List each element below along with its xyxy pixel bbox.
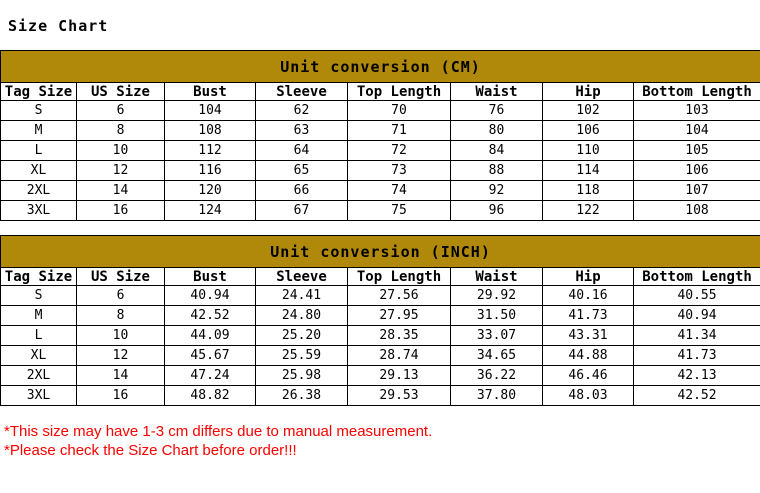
table-cell: 112 [165, 141, 256, 161]
band-row [1, 51, 760, 83]
table-cell: 12 [77, 346, 165, 366]
table-row [1, 326, 760, 346]
table-cell: 3XL [1, 201, 77, 221]
table-cell: 2XL [1, 366, 77, 386]
table-band-title-inch: Unit conversion (INCH) [1, 236, 760, 268]
column-header: Sleeve [256, 83, 348, 101]
column-header: Top Length [348, 83, 451, 101]
table-cell: 73 [348, 161, 451, 181]
table-cell: 40.94 [634, 306, 760, 326]
table-cell: 62 [256, 101, 348, 121]
table-cell: 31.50 [451, 306, 543, 326]
measurement-disclaimer-note: *This size may have 1-3 cm differs due to manual measurement. [4, 422, 760, 441]
table-body-cm [1, 101, 760, 221]
table-cell: 118 [543, 181, 634, 201]
table-cell: 24.41 [256, 286, 348, 306]
table-cell: 70 [348, 101, 451, 121]
table-cell: 46.46 [543, 366, 634, 386]
table-cell: 122 [543, 201, 634, 221]
table-cell: 33.07 [451, 326, 543, 346]
table-cell: 42.52 [634, 386, 760, 406]
table-cell: 108 [165, 121, 256, 141]
column-header: Top Length [348, 268, 451, 286]
footnotes [4, 422, 760, 460]
table-cell: 29.53 [348, 386, 451, 406]
table-cell: 29.92 [451, 286, 543, 306]
table-cell: 75 [348, 201, 451, 221]
table-cell: 96 [451, 201, 543, 221]
table-cell: 3XL [1, 386, 77, 406]
table-cell: 42.52 [165, 306, 256, 326]
table-cell: 36.22 [451, 366, 543, 386]
table-row [1, 141, 760, 161]
table-cell: 110 [543, 141, 634, 161]
page-title: Size Chart [8, 17, 760, 35]
table-cell: 8 [77, 121, 165, 141]
table-cell: 106 [543, 121, 634, 141]
column-header: Bottom Length [634, 268, 760, 286]
column-header-row [1, 83, 760, 101]
table-cell: 41.73 [543, 306, 634, 326]
column-header: US Size [77, 268, 165, 286]
table-cell: 8 [77, 306, 165, 326]
table-cell: 44.88 [543, 346, 634, 366]
table-row [1, 366, 760, 386]
table-cell: 74 [348, 181, 451, 201]
table-cell: 25.98 [256, 366, 348, 386]
table-cell: 45.67 [165, 346, 256, 366]
column-header: Bust [165, 83, 256, 101]
table-cell: 42.13 [634, 366, 760, 386]
table-cell: 48.03 [543, 386, 634, 406]
table-cell: 47.24 [165, 366, 256, 386]
table-cell: 27.56 [348, 286, 451, 306]
table-cell: 64 [256, 141, 348, 161]
table-cell: 27.95 [348, 306, 451, 326]
table-row [1, 181, 760, 201]
table-cell: S [1, 101, 77, 121]
table-cell: 124 [165, 201, 256, 221]
table-band-title-cm: Unit conversion (CM) [1, 51, 760, 83]
table-cell: XL [1, 346, 77, 366]
column-header: Waist [451, 268, 543, 286]
table-cell: 24.80 [256, 306, 348, 326]
table-cell: 25.59 [256, 346, 348, 366]
table-cell: 105 [634, 141, 760, 161]
table-cell: 103 [634, 101, 760, 121]
table-cell: 104 [165, 101, 256, 121]
table-row [1, 101, 760, 121]
column-header-row [1, 268, 760, 286]
table-cell: 12 [77, 161, 165, 181]
table-cell: M [1, 121, 77, 141]
table-row [1, 306, 760, 326]
table-cell: 6 [77, 286, 165, 306]
table-row [1, 346, 760, 366]
table-body-inch [1, 286, 760, 406]
table-cell: 67 [256, 201, 348, 221]
table-cell: 40.16 [543, 286, 634, 306]
table-cell: 40.55 [634, 286, 760, 306]
table-cell: 84 [451, 141, 543, 161]
table-cell: 34.65 [451, 346, 543, 366]
column-header: Bust [165, 268, 256, 286]
column-header: US Size [77, 83, 165, 101]
table-cell: 80 [451, 121, 543, 141]
table-cell: 92 [451, 181, 543, 201]
column-header: Hip [543, 83, 634, 101]
column-header: Tag Size [1, 268, 77, 286]
table-cell: 43.31 [543, 326, 634, 346]
table-cell: 40.94 [165, 286, 256, 306]
table-cell: 6 [77, 101, 165, 121]
check-size-chart-note: *Please check the Size Chart before order!!! [4, 441, 760, 460]
table-cell: 41.73 [634, 346, 760, 366]
table-cell: 116 [165, 161, 256, 181]
table-cell: XL [1, 161, 77, 181]
table-cell: 106 [634, 161, 760, 181]
column-header: Bottom Length [634, 83, 760, 101]
table-cell: 108 [634, 201, 760, 221]
table-row [1, 286, 760, 306]
table-cell: 66 [256, 181, 348, 201]
table-cell: 28.35 [348, 326, 451, 346]
table-cell: 88 [451, 161, 543, 181]
size-table-cm [0, 50, 760, 221]
table-cell: 10 [77, 326, 165, 346]
table-cell: 107 [634, 181, 760, 201]
table-row [1, 161, 760, 181]
table-cell: 28.74 [348, 346, 451, 366]
table-cell: M [1, 306, 77, 326]
table-cell: 76 [451, 101, 543, 121]
table-row [1, 386, 760, 406]
table-cell: 41.34 [634, 326, 760, 346]
column-header: Sleeve [256, 268, 348, 286]
table-cell: 14 [77, 181, 165, 201]
table-cell: 14 [77, 366, 165, 386]
table-cell: S [1, 286, 77, 306]
column-header: Tag Size [1, 83, 77, 101]
column-header: Hip [543, 268, 634, 286]
table-cell: 72 [348, 141, 451, 161]
table-cell: 63 [256, 121, 348, 141]
table-cell: 120 [165, 181, 256, 201]
table-cell: 48.82 [165, 386, 256, 406]
table-cell: L [1, 326, 77, 346]
table-cell: 26.38 [256, 386, 348, 406]
table-cell: 102 [543, 101, 634, 121]
table-row [1, 201, 760, 221]
column-header: Waist [451, 83, 543, 101]
table-row [1, 121, 760, 141]
table-cell: 65 [256, 161, 348, 181]
table-cell: 2XL [1, 181, 77, 201]
table-cell: 25.20 [256, 326, 348, 346]
size-table-inch [0, 235, 760, 406]
table-cell: L [1, 141, 77, 161]
table-cell: 114 [543, 161, 634, 181]
table-cell: 104 [634, 121, 760, 141]
table-cell: 71 [348, 121, 451, 141]
table-cell: 44.09 [165, 326, 256, 346]
band-row [1, 236, 760, 268]
table-cell: 29.13 [348, 366, 451, 386]
table-cell: 10 [77, 141, 165, 161]
table-cell: 16 [77, 386, 165, 406]
table-cell: 16 [77, 201, 165, 221]
table-cell: 37.80 [451, 386, 543, 406]
